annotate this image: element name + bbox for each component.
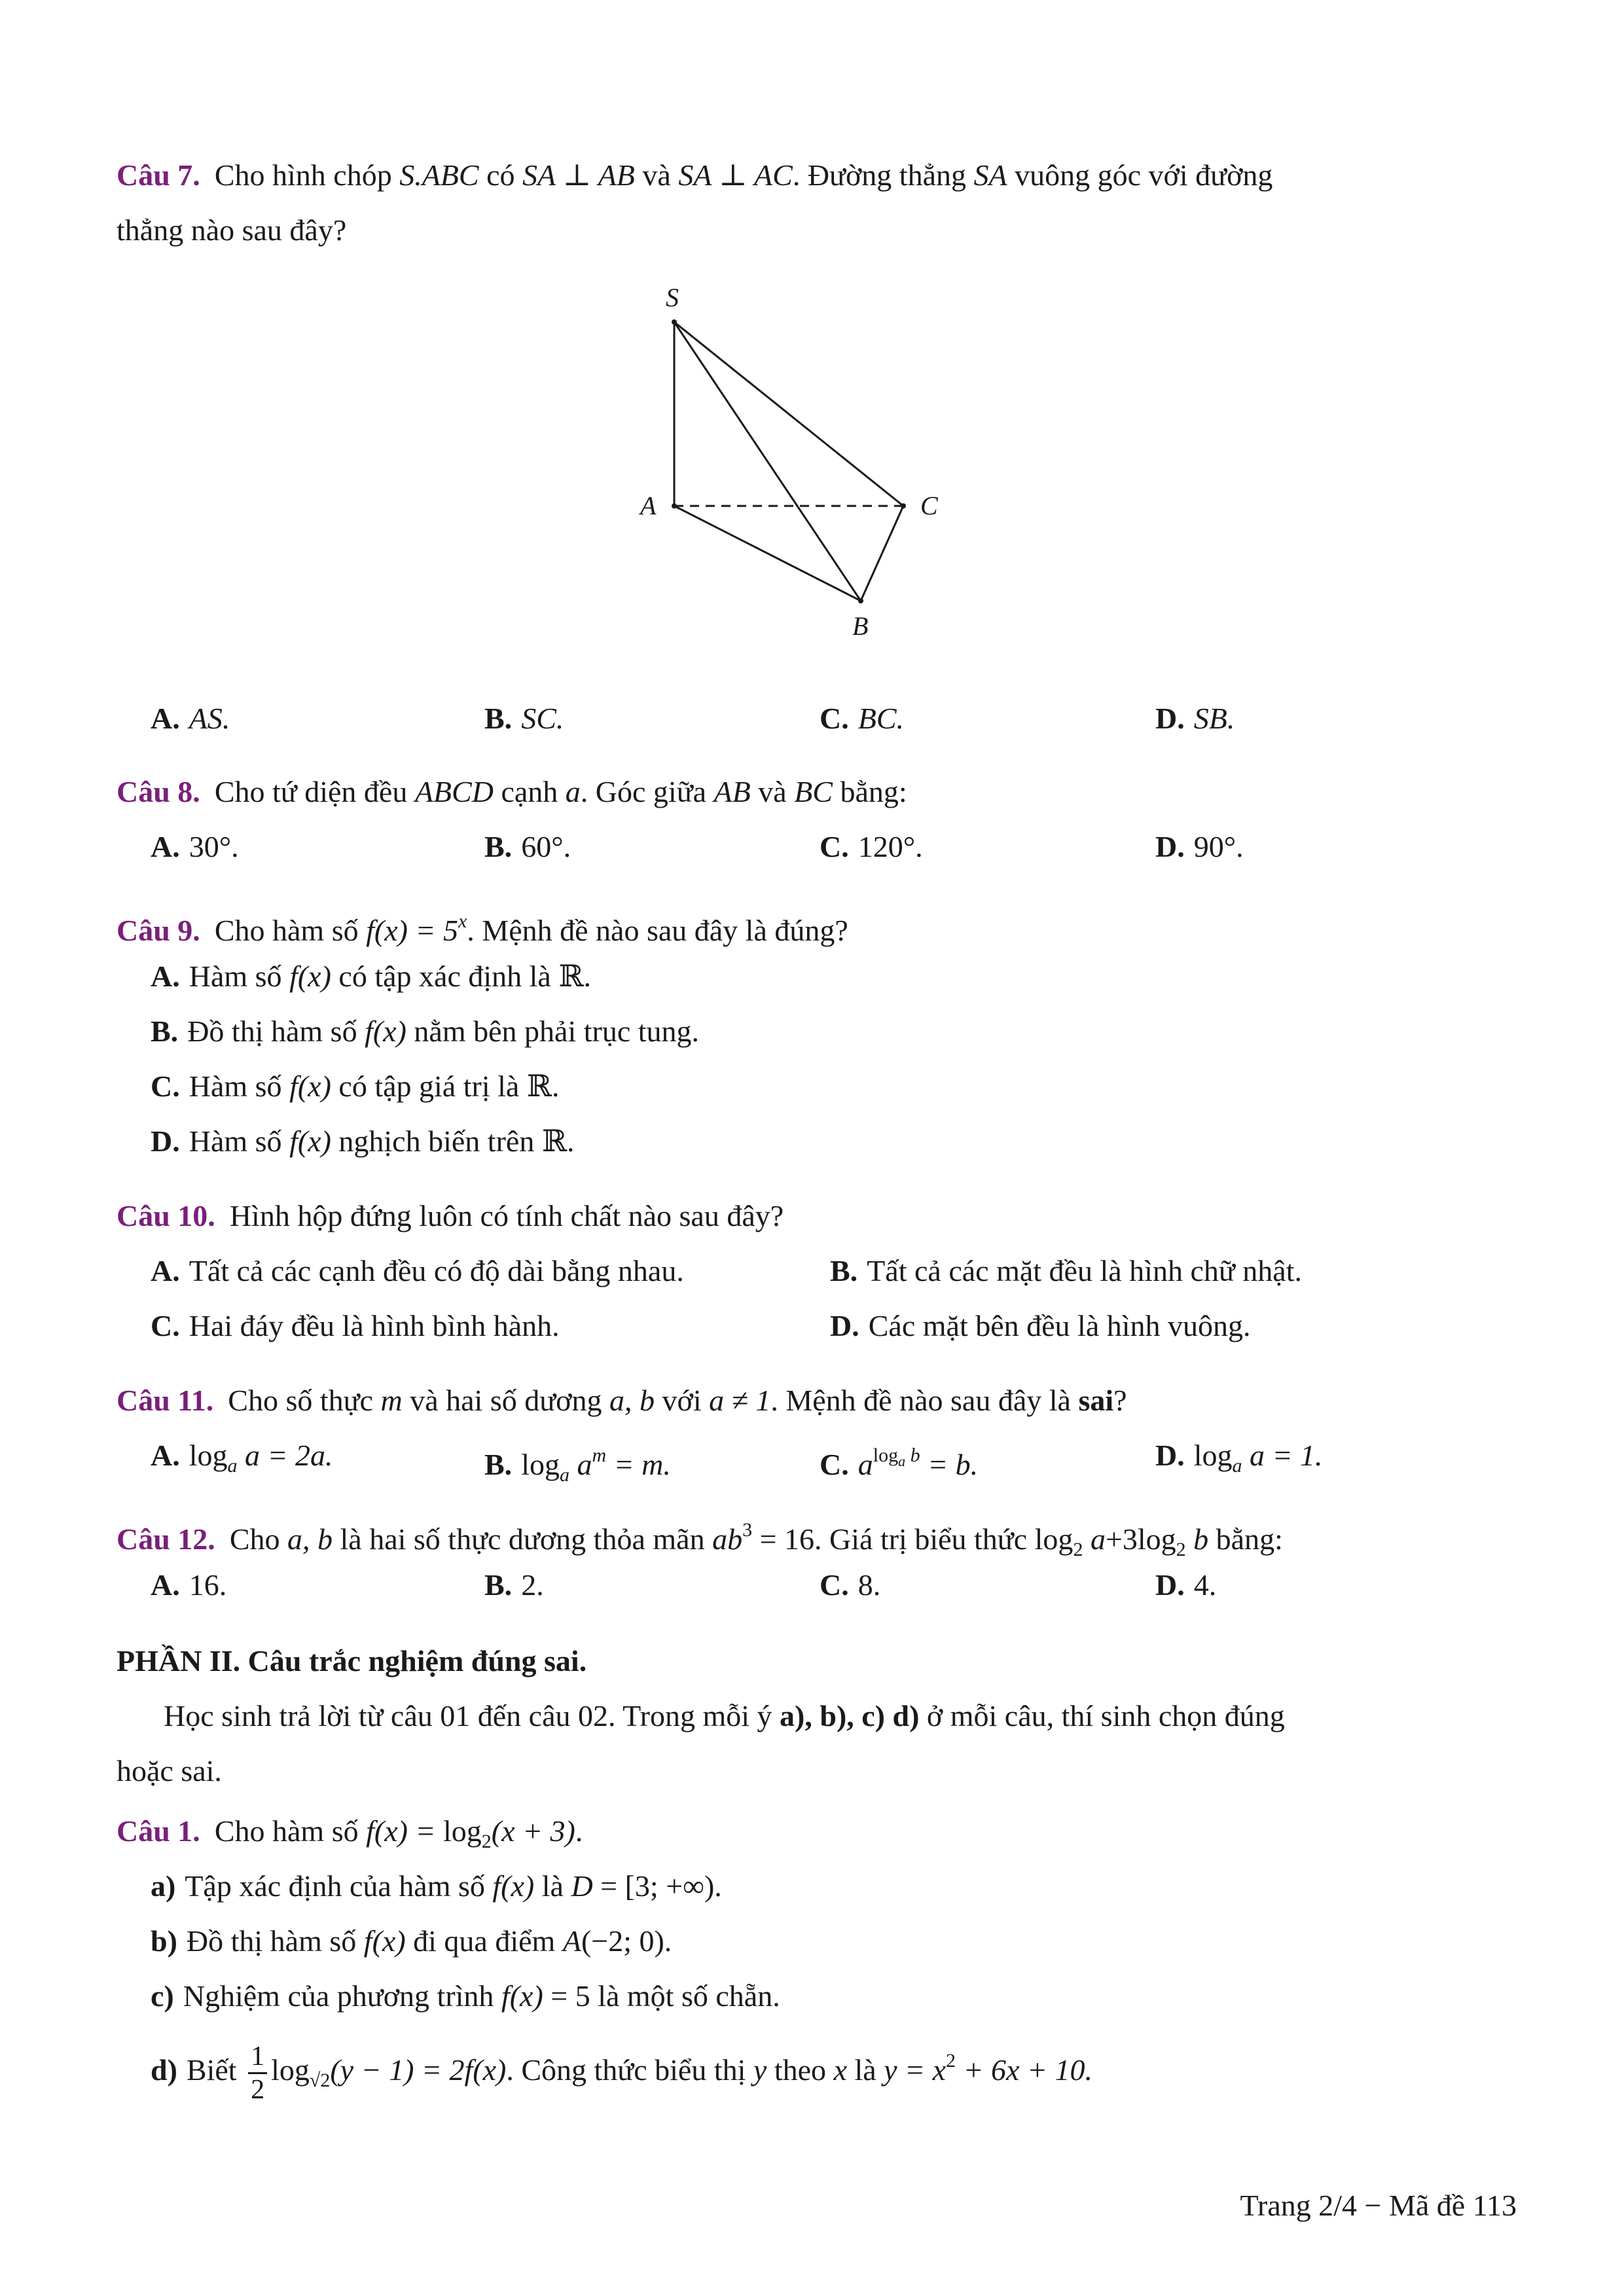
part2-title: PHẦN II. Câu trắc nghiệm đúng sai. [117,1644,587,1677]
label-c: C [920,491,938,520]
vertex-b [858,598,863,603]
edge-ab [674,506,861,601]
label-a: A [640,491,657,520]
q12-option-a[interactable]: A. 16. [151,1568,227,1602]
q10-option-b[interactable]: B. Tất cả các mặt đều là hình chữ nhật. [830,1254,1302,1287]
q11-label: Câu 11. [117,1384,214,1417]
part2-intro-line1: Học sinh trả lời từ câu 01 đến câu 02. Trong mỗi ý a), b), c) d) ở mỗi câu, thí sinh chọn đúng [164,1699,1285,1732]
q7-line1: Câu 7. Cho hình chóp S.ABC có SA ⊥ AB và SA ⊥ AC. Đường thẳng SA vuông góc với đường [117,158,1273,192]
p1-item-b[interactable]: b) Đồ thị hàm số f(x) đi qua điểm A(−2; 0). [151,1924,672,1958]
q10-option-a[interactable]: A. Tất cả các cạnh đều có độ dài bằng nhau. [151,1254,684,1287]
q8-label: Câu 8. [117,775,200,808]
edge-bc [861,506,903,601]
q9-option-a[interactable]: A. Hàm số f(x) có tập xác định là ℝ. [151,960,592,993]
q8-option-a[interactable]: A. 30°. [151,830,239,863]
q9-option-b[interactable]: B. Đồ thị hàm số f(x) nằm bên phải trục tung. [151,1014,700,1048]
part2-intro-line2: hoặc sai. [117,1754,222,1787]
label-b: B [852,611,869,641]
edge-sb [674,322,861,601]
q12-line1: Câu 12. Cho a, b là hai số thực dương thỏa mãn $ab^3 = 16$. Giá trị biểu thức $\log_2 a+3\log_2$ b bằng: [117,1519,1283,1560]
q11-option-d[interactable]: D. $\log_a a = 1$. [1155,1439,1323,1477]
q9-option-d[interactable]: D. Hàm số f(x) nghịch biến trên ℝ. [151,1124,575,1158]
q9-label: Câu 9. [117,914,200,947]
q7-line2: thẳng nào sau đây? [117,213,347,247]
q7-option-b[interactable]: B. SC. [484,702,564,735]
vertex-s [672,319,677,325]
q8-option-d[interactable]: D. 90°. [1155,830,1244,863]
q12-option-d[interactable]: D. 4. [1155,1568,1217,1602]
pyramid-figure [615,275,1021,655]
vertex-a [672,503,677,509]
q11-option-a[interactable]: A. $\log_a a = 2a$. [151,1439,333,1477]
q7-label: Câu 7. [117,158,200,192]
fraction-one-half: $\frac{1}{2}$ [248,2041,267,2106]
q11-line1: Câu 11. Cho số thực m và hai số dương a, b với a ≠ 1. Mệnh đề nào sau đây là sai? [117,1384,1127,1417]
q7-option-d[interactable]: D. SB. [1155,702,1235,735]
p1-item-c[interactable]: c) Nghiệm của phương trình f(x) = 5 là một số chẵn. [151,1979,780,2013]
q8-option-c[interactable]: C. 120°. [820,830,923,863]
q12-label: Câu 12. [117,1522,215,1556]
q7-option-c[interactable]: C. BC. [820,702,905,735]
p1-item-a[interactable]: a) Tập xác định của hàm số f(x) là D = [3; +∞). [151,1869,722,1903]
q10-label: Câu 10. [117,1199,215,1232]
q11-option-c[interactable]: C. $a^{log_a b} = b$. [820,1444,979,1481]
q12-option-b[interactable]: B. 2. [484,1568,544,1602]
q10-line1: Câu 10. Hình hộp đứng luôn có tính chất nào sau đây? [117,1199,784,1232]
q8-line1: Câu 8. Cho tứ diện đều ABCD cạnh a. Góc giữa AB và BC bằng: [117,775,907,808]
p1-item-d[interactable]: d) Biết $\frac{1}{2}$ $\log_{√2}(y - 1) = 2f(x)$. Công thức biểu thị y theo x là $y = x^2 + 6x + 10$. [151,2041,1093,2105]
label-s: S [666,283,679,312]
q11-option-b[interactable]: B. $\log_a a^m = m$. [484,1444,671,1486]
q12-option-c[interactable]: C. 8. [820,1568,881,1602]
page-footer: Trang 2/4 − Mã đề 113 [1240,2189,1517,2222]
q8-option-b[interactable]: B. 60°. [484,830,571,863]
q7-option-a[interactable]: A. AS. [151,702,230,735]
q10-option-c[interactable]: C. Hai đáy đều là hình bình hành. [151,1309,560,1342]
p1-line1: Câu 1. Cho hàm số $f(x) = \log_2(x + 3)$. [117,1814,583,1852]
p1-label: Câu 1. [117,1814,200,1848]
q10-option-d[interactable]: D. Các mặt bên đều là hình vuông. [830,1309,1251,1342]
edge-sc [674,322,903,506]
q9-line1: Câu 9. Cho hàm số $f(x) = 5^x$. Mệnh đề nào sau đây là đúng? [117,910,848,947]
vertex-c [901,503,906,509]
q9-option-c[interactable]: C. Hàm số f(x) có tập giá trị là ℝ. [151,1069,560,1103]
